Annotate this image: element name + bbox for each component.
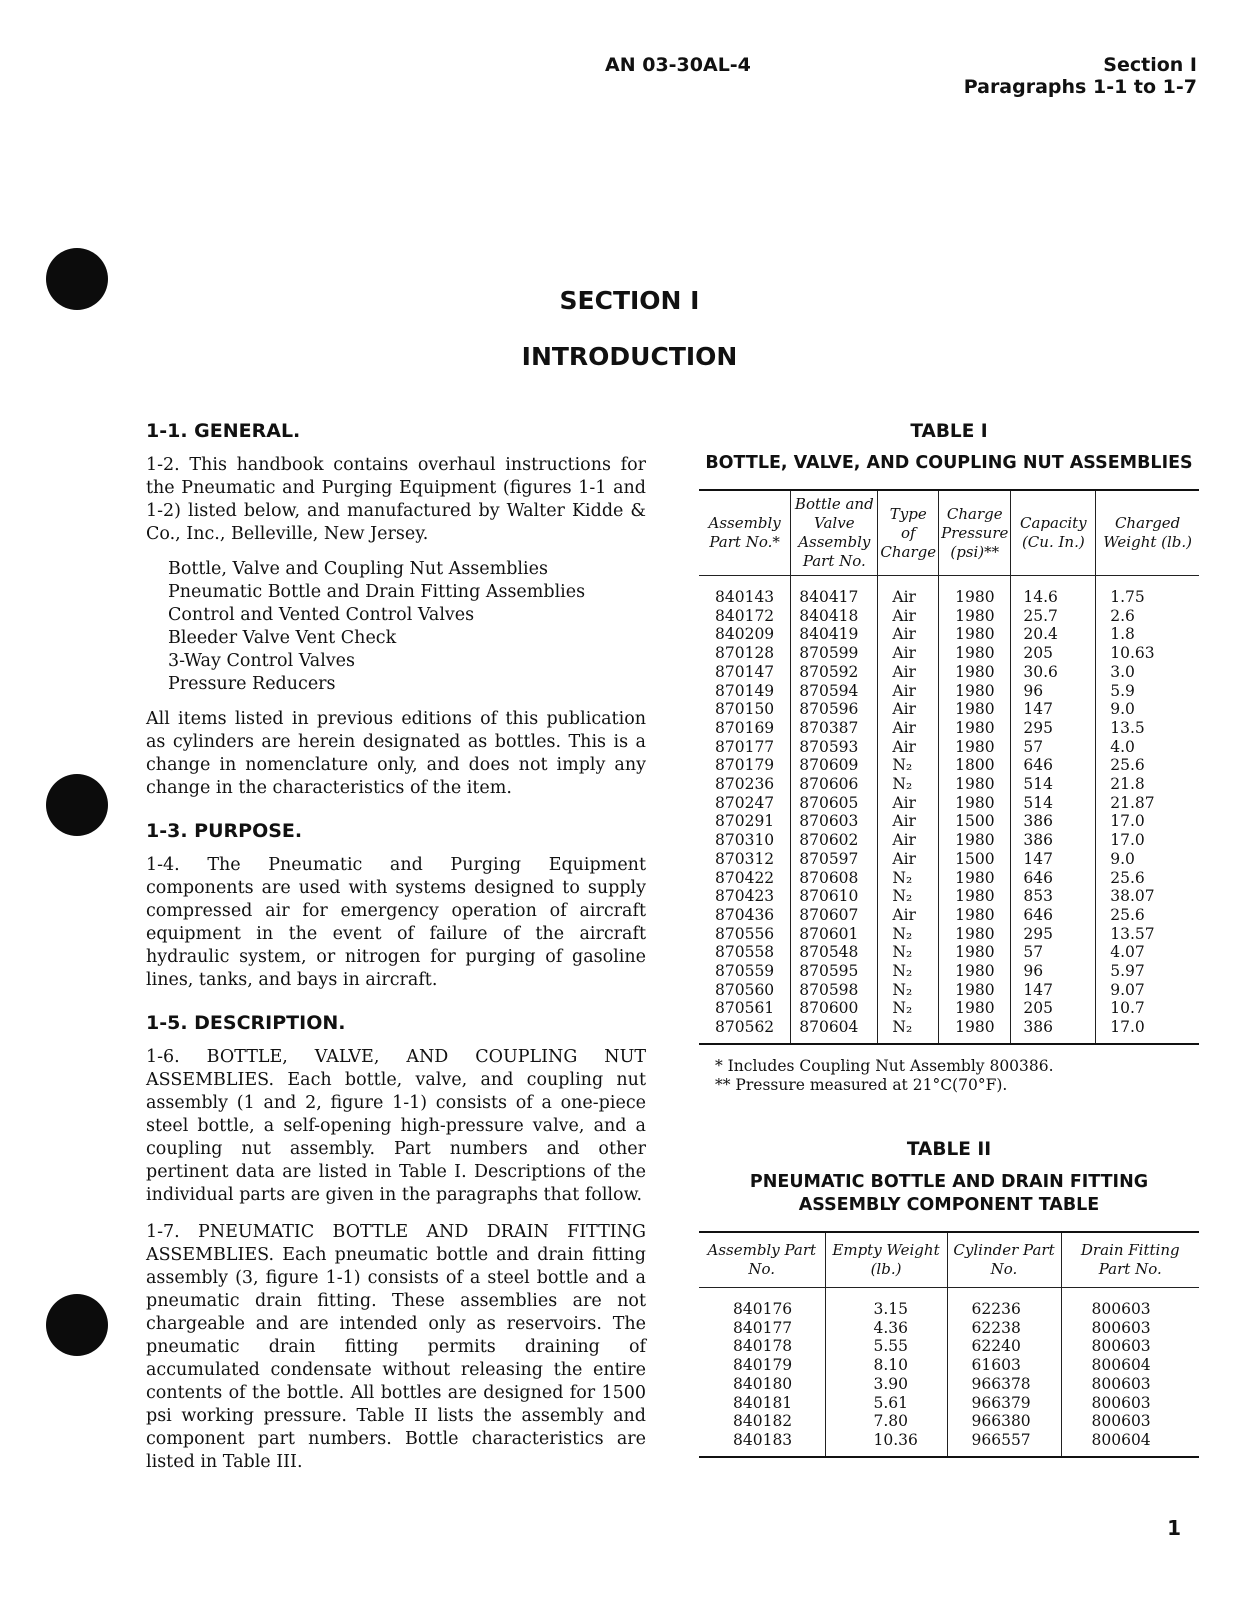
- table-spacer-row: [699, 1450, 1199, 1457]
- heading-general: 1-1. GENERAL.: [146, 420, 301, 442]
- table-row: [699, 1431, 1199, 1450]
- list-item: Bleeder Valve Vent Check: [168, 628, 397, 648]
- table-cell: 870291: [715, 812, 775, 831]
- table-cell: 1980: [939, 906, 1011, 925]
- table-cell: Air: [878, 738, 939, 757]
- table-cell: 9.0: [1096, 700, 1199, 719]
- table-cell: 8.10: [825, 1356, 947, 1375]
- table-cell: 966379: [947, 1394, 1061, 1413]
- table-cell: 5.55: [825, 1337, 947, 1356]
- table-cell: 870603: [791, 812, 878, 831]
- table-cell: 646: [1011, 869, 1096, 888]
- table-row: [699, 719, 1199, 738]
- table-cell: 1.8: [1096, 625, 1199, 644]
- table-cell: 1980: [939, 869, 1011, 888]
- table-cell: 870423: [715, 887, 775, 906]
- table-cell: 800603: [1061, 1375, 1199, 1394]
- table-1-header-cell: Bottle and Valve Assembly Part No.: [791, 490, 878, 576]
- table-cell: 870312: [715, 849, 775, 868]
- table-row: [699, 1300, 1199, 1319]
- table-cell: 147: [1011, 981, 1096, 1000]
- table-cell: 5.97: [1096, 962, 1199, 981]
- binder-hole-middle: [46, 774, 108, 836]
- table-cell: 1500: [939, 850, 1011, 869]
- table-cell: 840180: [733, 1374, 793, 1393]
- table-cell: 25.6: [1096, 869, 1199, 888]
- table-cell: 21.87: [1096, 794, 1199, 813]
- table-cell: 1980: [939, 775, 1011, 794]
- table-cell: 870422: [715, 868, 775, 887]
- table-cell: 1980: [939, 588, 1011, 607]
- table-1-header-cell: Assembly Part No.*: [699, 490, 791, 576]
- table-cell: 870149: [715, 681, 775, 700]
- table-cell: 1.75: [1096, 588, 1199, 607]
- table-2-header-cell: Drain Fitting Part No.: [1061, 1232, 1199, 1288]
- paragraphs-label: Paragraphs 1-1 to 1-7: [963, 76, 1197, 98]
- table-cell: N₂: [878, 962, 939, 981]
- table-cell: 4.36: [825, 1319, 947, 1338]
- table-1-header-cell: Charged Weight (lb.): [1096, 490, 1199, 576]
- table-row: [699, 644, 1199, 663]
- list-item: Pressure Reducers: [168, 674, 336, 694]
- table-cell: 13.5: [1096, 719, 1199, 738]
- table-cell: 1980: [939, 663, 1011, 682]
- table-row: [699, 943, 1199, 962]
- table-cell: 870592: [791, 663, 878, 682]
- table-cell: 800604: [1061, 1431, 1199, 1450]
- table-cell: 870387: [791, 719, 878, 738]
- table-cell: 840176: [733, 1300, 793, 1318]
- table-cell: 1980: [939, 682, 1011, 701]
- table-cell: 870610: [791, 887, 878, 906]
- table-cell: 62238: [947, 1319, 1061, 1338]
- table-cell: 25.6: [1096, 756, 1199, 775]
- table-1-header-cell: Charge Pressure (psi)**: [939, 490, 1011, 576]
- table-cell: 870560: [715, 980, 775, 999]
- table-row: [699, 1356, 1199, 1375]
- table-cell: 840172: [715, 606, 775, 625]
- table-cell: 5.61: [825, 1394, 947, 1413]
- table-cell: 840417: [791, 588, 878, 607]
- table-cell: 966378: [947, 1375, 1061, 1394]
- table-cell: 13.57: [1096, 925, 1199, 944]
- table-1-footnotes: [699, 1057, 1199, 1095]
- page-number: 1: [1167, 1516, 1181, 1540]
- table-cell: 21.8: [1096, 775, 1199, 794]
- table-cell: 870559: [715, 962, 775, 981]
- table-cell: 870601: [791, 925, 878, 944]
- table-cell: 20.4: [1011, 625, 1096, 644]
- table-cell: 3.0: [1096, 663, 1199, 682]
- paragraph-1-6: 1-6. BOTTLE, VALVE, AND COUPLING NUT ASSEMBLIES. Each bottle, valve, and coupling nut assembly (1 and 2, figure 1-1) consists of a one-piece steel bottle, a self-opening high-pressure valve, and a coupling nut assembly. Part numbers and other pertinent data are listed in Table I. Descriptions of the individual parts are given in the paragraphs that follow.: [146, 1047, 646, 1205]
- footnote: * Includes Coupling Nut Assembly 800386.: [715, 1056, 1054, 1075]
- table-cell: 4.07: [1096, 943, 1199, 962]
- table-cell: N₂: [878, 869, 939, 888]
- table-cell: 800603: [1061, 1394, 1199, 1413]
- table-row: [699, 1319, 1199, 1338]
- table-cell: 96: [1011, 962, 1096, 981]
- list-item: Bottle, Valve and Coupling Nut Assemblies: [168, 559, 548, 579]
- table-cell: 840209: [715, 625, 775, 644]
- table-cell: 2.6: [1096, 607, 1199, 626]
- table-1-body: [699, 576, 1199, 1044]
- table-row: [699, 1337, 1199, 1356]
- table-cell: 5.9: [1096, 682, 1199, 701]
- table-cell: 870593: [791, 738, 878, 757]
- table-cell: N₂: [878, 943, 939, 962]
- table-cell: 870436: [715, 905, 775, 924]
- table-cell: 7.80: [825, 1412, 947, 1431]
- table-cell: 1980: [939, 700, 1011, 719]
- table-cell: 38.07: [1096, 887, 1199, 906]
- table-2-title-line1: PNEUMATIC BOTTLE AND DRAIN FITTING: [749, 1172, 1149, 1192]
- table-cell: 514: [1011, 794, 1096, 813]
- table-cell: 10.63: [1096, 644, 1199, 663]
- table-cell: N₂: [878, 999, 939, 1018]
- table-cell: N₂: [878, 887, 939, 906]
- paragraph-1-2: 1-2. This handbook contains overhaul instructions for the Pneumatic and Purging Equipment (figures 1-1 and 1-2) listed below, and manufactured by Walter Kidde & Co., Inc., Belleville, New Jersey.: [146, 455, 646, 544]
- table-cell: 17.0: [1096, 1018, 1199, 1037]
- table-1: [699, 489, 1199, 1045]
- table-cell: 870561: [715, 999, 775, 1018]
- table-cell: 840419: [791, 625, 878, 644]
- table-cell: 966557: [947, 1431, 1061, 1450]
- table-cell: 10.7: [1096, 999, 1199, 1018]
- table-cell: Air: [878, 719, 939, 738]
- table-cell: 870594: [791, 682, 878, 701]
- table-cell: 840178: [733, 1337, 793, 1356]
- table-cell: 870600: [791, 999, 878, 1018]
- running-header-right: [964, 54, 1197, 98]
- table-cell: 646: [1011, 906, 1096, 925]
- table-cell: 9.07: [1096, 981, 1199, 1000]
- table-row: [699, 700, 1199, 719]
- table-cell: 870128: [715, 644, 775, 663]
- table-cell: 205: [1011, 999, 1096, 1018]
- table-cell: Air: [878, 700, 939, 719]
- table-cell: 870147: [715, 662, 775, 681]
- table-cell: 10.36: [825, 1431, 947, 1450]
- section-subtitle: INTRODUCTION: [521, 342, 738, 371]
- table-cell: 840177: [733, 1318, 793, 1337]
- table-cell: 1980: [939, 738, 1011, 757]
- table-cell: 870598: [791, 981, 878, 1000]
- table-cell: 840181: [733, 1393, 793, 1412]
- table-cell: 57: [1011, 738, 1096, 757]
- table-spacer-row: [699, 1037, 1199, 1044]
- table-2-header-cell: Cylinder Part No.: [947, 1232, 1061, 1288]
- table-cell: 62236: [947, 1300, 1061, 1319]
- table-cell: 870562: [715, 1018, 775, 1037]
- table-1-label: TABLE I: [910, 421, 988, 442]
- table-cell: 17.0: [1096, 812, 1199, 831]
- table-1-block: [699, 420, 1199, 1095]
- table-row: [699, 906, 1199, 925]
- table-cell: 840179: [733, 1356, 793, 1375]
- table-cell: 1980: [939, 887, 1011, 906]
- table-cell: 17.0: [1096, 831, 1199, 850]
- table-row: [699, 756, 1199, 775]
- table-cell: 870169: [715, 718, 775, 737]
- table-1-header-cell: Capacity (Cu. In.): [1011, 490, 1096, 576]
- table-cell: N₂: [878, 775, 939, 794]
- table-cell: 646: [1011, 756, 1096, 775]
- table-cell: 870548: [791, 943, 878, 962]
- table-cell: Air: [878, 906, 939, 925]
- table-spacer-row: [699, 1288, 1199, 1301]
- table-1-header-row: [699, 490, 1199, 576]
- table-cell: 1980: [939, 625, 1011, 644]
- table-row: [699, 1018, 1199, 1037]
- table-cell: N₂: [878, 925, 939, 944]
- table-row: [699, 999, 1199, 1018]
- table-cell: 840418: [791, 607, 878, 626]
- table-cell: 514: [1011, 775, 1096, 794]
- table-cell: 57: [1011, 943, 1096, 962]
- table-cell: 966380: [947, 1412, 1061, 1431]
- table-cell: 800604: [1061, 1356, 1199, 1375]
- table-cell: Air: [878, 588, 939, 607]
- table-cell: 1980: [939, 831, 1011, 850]
- table-cell: 1980: [939, 925, 1011, 944]
- table-row: [699, 588, 1199, 607]
- table-cell: 1500: [939, 812, 1011, 831]
- table-cell: 3.15: [825, 1300, 947, 1319]
- table-cell: 840182: [733, 1412, 793, 1431]
- table-cell: 386: [1011, 1018, 1096, 1037]
- table-row: [699, 625, 1199, 644]
- section-label: Section I: [1103, 54, 1197, 76]
- table-row: [699, 682, 1199, 701]
- table-cell: 870310: [715, 831, 775, 850]
- table-row: [699, 850, 1199, 869]
- table-cell: 870608: [791, 869, 878, 888]
- table-cell: 870606: [791, 775, 878, 794]
- table-cell: 870247: [715, 793, 775, 812]
- table-row: [699, 607, 1199, 626]
- table-cell: 386: [1011, 831, 1096, 850]
- table-row: [699, 738, 1199, 757]
- table-cell: 800603: [1061, 1412, 1199, 1431]
- table-cell: 30.6: [1011, 663, 1096, 682]
- table-cell: 870596: [791, 700, 878, 719]
- table-cell: 1980: [939, 1018, 1011, 1037]
- table-row: [699, 775, 1199, 794]
- table-cell: 853: [1011, 887, 1096, 906]
- table-row: [699, 831, 1199, 850]
- binder-hole-bottom: [46, 1294, 108, 1356]
- section-title: SECTION I: [559, 286, 700, 315]
- table-2-header-cell: Empty Weight (lb.): [825, 1232, 947, 1288]
- footnote: ** Pressure measured at 21°C(70°F).: [715, 1075, 1008, 1094]
- table-cell: 1980: [939, 644, 1011, 663]
- table-cell: 205: [1011, 644, 1096, 663]
- table-cell: 1980: [939, 999, 1011, 1018]
- table-row: [699, 869, 1199, 888]
- table-cell: N₂: [878, 1018, 939, 1037]
- table-cell: 840183: [733, 1430, 793, 1449]
- paragraph-nomenclature: All items listed in previous editions of this publication as cylinders are herein designated as bottles. This is a change in nomenclature only, and does not imply any change in the characteristics of the item.: [146, 709, 646, 798]
- table-cell: 9.0: [1096, 850, 1199, 869]
- table-row: [699, 887, 1199, 906]
- table-cell: 870179: [715, 756, 775, 775]
- table-cell: 870236: [715, 775, 775, 794]
- table-cell: 1800: [939, 756, 1011, 775]
- table-cell: 147: [1011, 850, 1096, 869]
- table-cell: 25.7: [1011, 607, 1096, 626]
- table-cell: 870609: [791, 756, 878, 775]
- table-2-block: [699, 1138, 1199, 1458]
- table-row: [699, 1412, 1199, 1431]
- table-cell: 870605: [791, 794, 878, 813]
- list-item: Control and Vented Control Valves: [168, 605, 475, 625]
- list-item: 3-Way Control Valves: [168, 651, 356, 671]
- table-cell: 4.0: [1096, 738, 1199, 757]
- table-cell: 870607: [791, 906, 878, 925]
- heading-purpose: 1-3. PURPOSE.: [146, 820, 303, 842]
- table-cell: 870177: [715, 737, 775, 756]
- table-cell: 870602: [791, 831, 878, 850]
- table-spacer-row: [699, 576, 1199, 589]
- list-item: Pneumatic Bottle and Drain Fitting Assemblies: [168, 582, 586, 602]
- table-cell: Air: [878, 663, 939, 682]
- table-cell: 1980: [939, 607, 1011, 626]
- table-2-label: TABLE II: [906, 1139, 992, 1160]
- table-cell: N₂: [878, 981, 939, 1000]
- table-cell: Air: [878, 644, 939, 663]
- paragraph-1-7: 1-7. PNEUMATIC BOTTLE AND DRAIN FITTING ASSEMBLIES. Each pneumatic bottle and drain fitting assembly (3, figure 1-1) consists of a steel bottle and a pneumatic drain fitting. These assemblies are not chargeable and are intended only as reservoirs. The pneumatic drain fitting permits draining of accumulated condensate without releasing the entire contents of the bottle. All bottles are designed for 1500 psi working pressure. Table II lists the assembly and component part numbers. Bottle characteristics are listed in Table III.: [146, 1222, 646, 1472]
- table-row: [699, 794, 1199, 813]
- table-cell: 1980: [939, 943, 1011, 962]
- table-2: [699, 1231, 1199, 1458]
- table-cell: 386: [1011, 812, 1096, 831]
- table-row: [699, 981, 1199, 1000]
- heading-description: 1-5. DESCRIPTION.: [146, 1012, 346, 1034]
- table-row: [699, 663, 1199, 682]
- table-cell: Air: [878, 831, 939, 850]
- table-1-title: BOTTLE, VALVE, AND COUPLING NUT ASSEMBLIES: [705, 453, 1193, 473]
- table-cell: Air: [878, 625, 939, 644]
- table-cell: Air: [878, 607, 939, 626]
- table-cell: 870150: [715, 700, 775, 719]
- table-row: [699, 1394, 1199, 1413]
- table-cell: 61603: [947, 1356, 1061, 1375]
- table-cell: N₂: [878, 756, 939, 775]
- table-cell: 62240: [947, 1337, 1061, 1356]
- table-1-header-cell: Type of Charge: [878, 490, 939, 576]
- table-row: [699, 962, 1199, 981]
- table-cell: 870595: [791, 962, 878, 981]
- table-cell: 1980: [939, 962, 1011, 981]
- table-cell: 96: [1011, 682, 1096, 701]
- table-cell: 840143: [715, 588, 775, 606]
- table-cell: 1980: [939, 981, 1011, 1000]
- table-cell: 295: [1011, 925, 1096, 944]
- table-cell: 870556: [715, 924, 775, 943]
- table-cell: Air: [878, 794, 939, 813]
- document-number: AN 03-30AL-4: [605, 54, 751, 76]
- table-row: [699, 925, 1199, 944]
- table-2-header-cell: Assembly Part No.: [699, 1232, 825, 1288]
- table-row: [699, 1375, 1199, 1394]
- paragraph-1-4: 1-4. The Pneumatic and Purging Equipment components are used with systems designed to supply compressed air for emergency operation of aircraft equipment in the event of failure of the aircraft hydraulic system, or nitrogen for purging of gasoline lines, tanks, and bays in aircraft.: [146, 855, 646, 990]
- table-cell: Air: [878, 850, 939, 869]
- table-2-title-line2: ASSEMBLY COMPONENT TABLE: [798, 1195, 1100, 1215]
- table-cell: 295: [1011, 719, 1096, 738]
- table-cell: 14.6: [1011, 588, 1096, 607]
- table-cell: 870597: [791, 850, 878, 869]
- table-cell: 25.6: [1096, 906, 1199, 925]
- table-cell: 870604: [791, 1018, 878, 1037]
- table-cell: 800603: [1061, 1337, 1199, 1356]
- table-cell: 870599: [791, 644, 878, 663]
- table-cell: 870558: [715, 943, 775, 962]
- equipment-list: [146, 558, 646, 696]
- table-cell: 1980: [939, 794, 1011, 813]
- table-cell: 3.90: [825, 1375, 947, 1394]
- table-2-header-row: [699, 1232, 1199, 1288]
- table-cell: Air: [878, 812, 939, 831]
- table-cell: 800603: [1061, 1300, 1199, 1319]
- table-2-body: [699, 1288, 1199, 1457]
- table-cell: 800603: [1061, 1319, 1199, 1338]
- table-row: [699, 812, 1199, 831]
- left-column: [146, 420, 646, 1474]
- table-cell: Air: [878, 682, 939, 701]
- table-cell: 147: [1011, 700, 1096, 719]
- table-cell: 1980: [939, 719, 1011, 738]
